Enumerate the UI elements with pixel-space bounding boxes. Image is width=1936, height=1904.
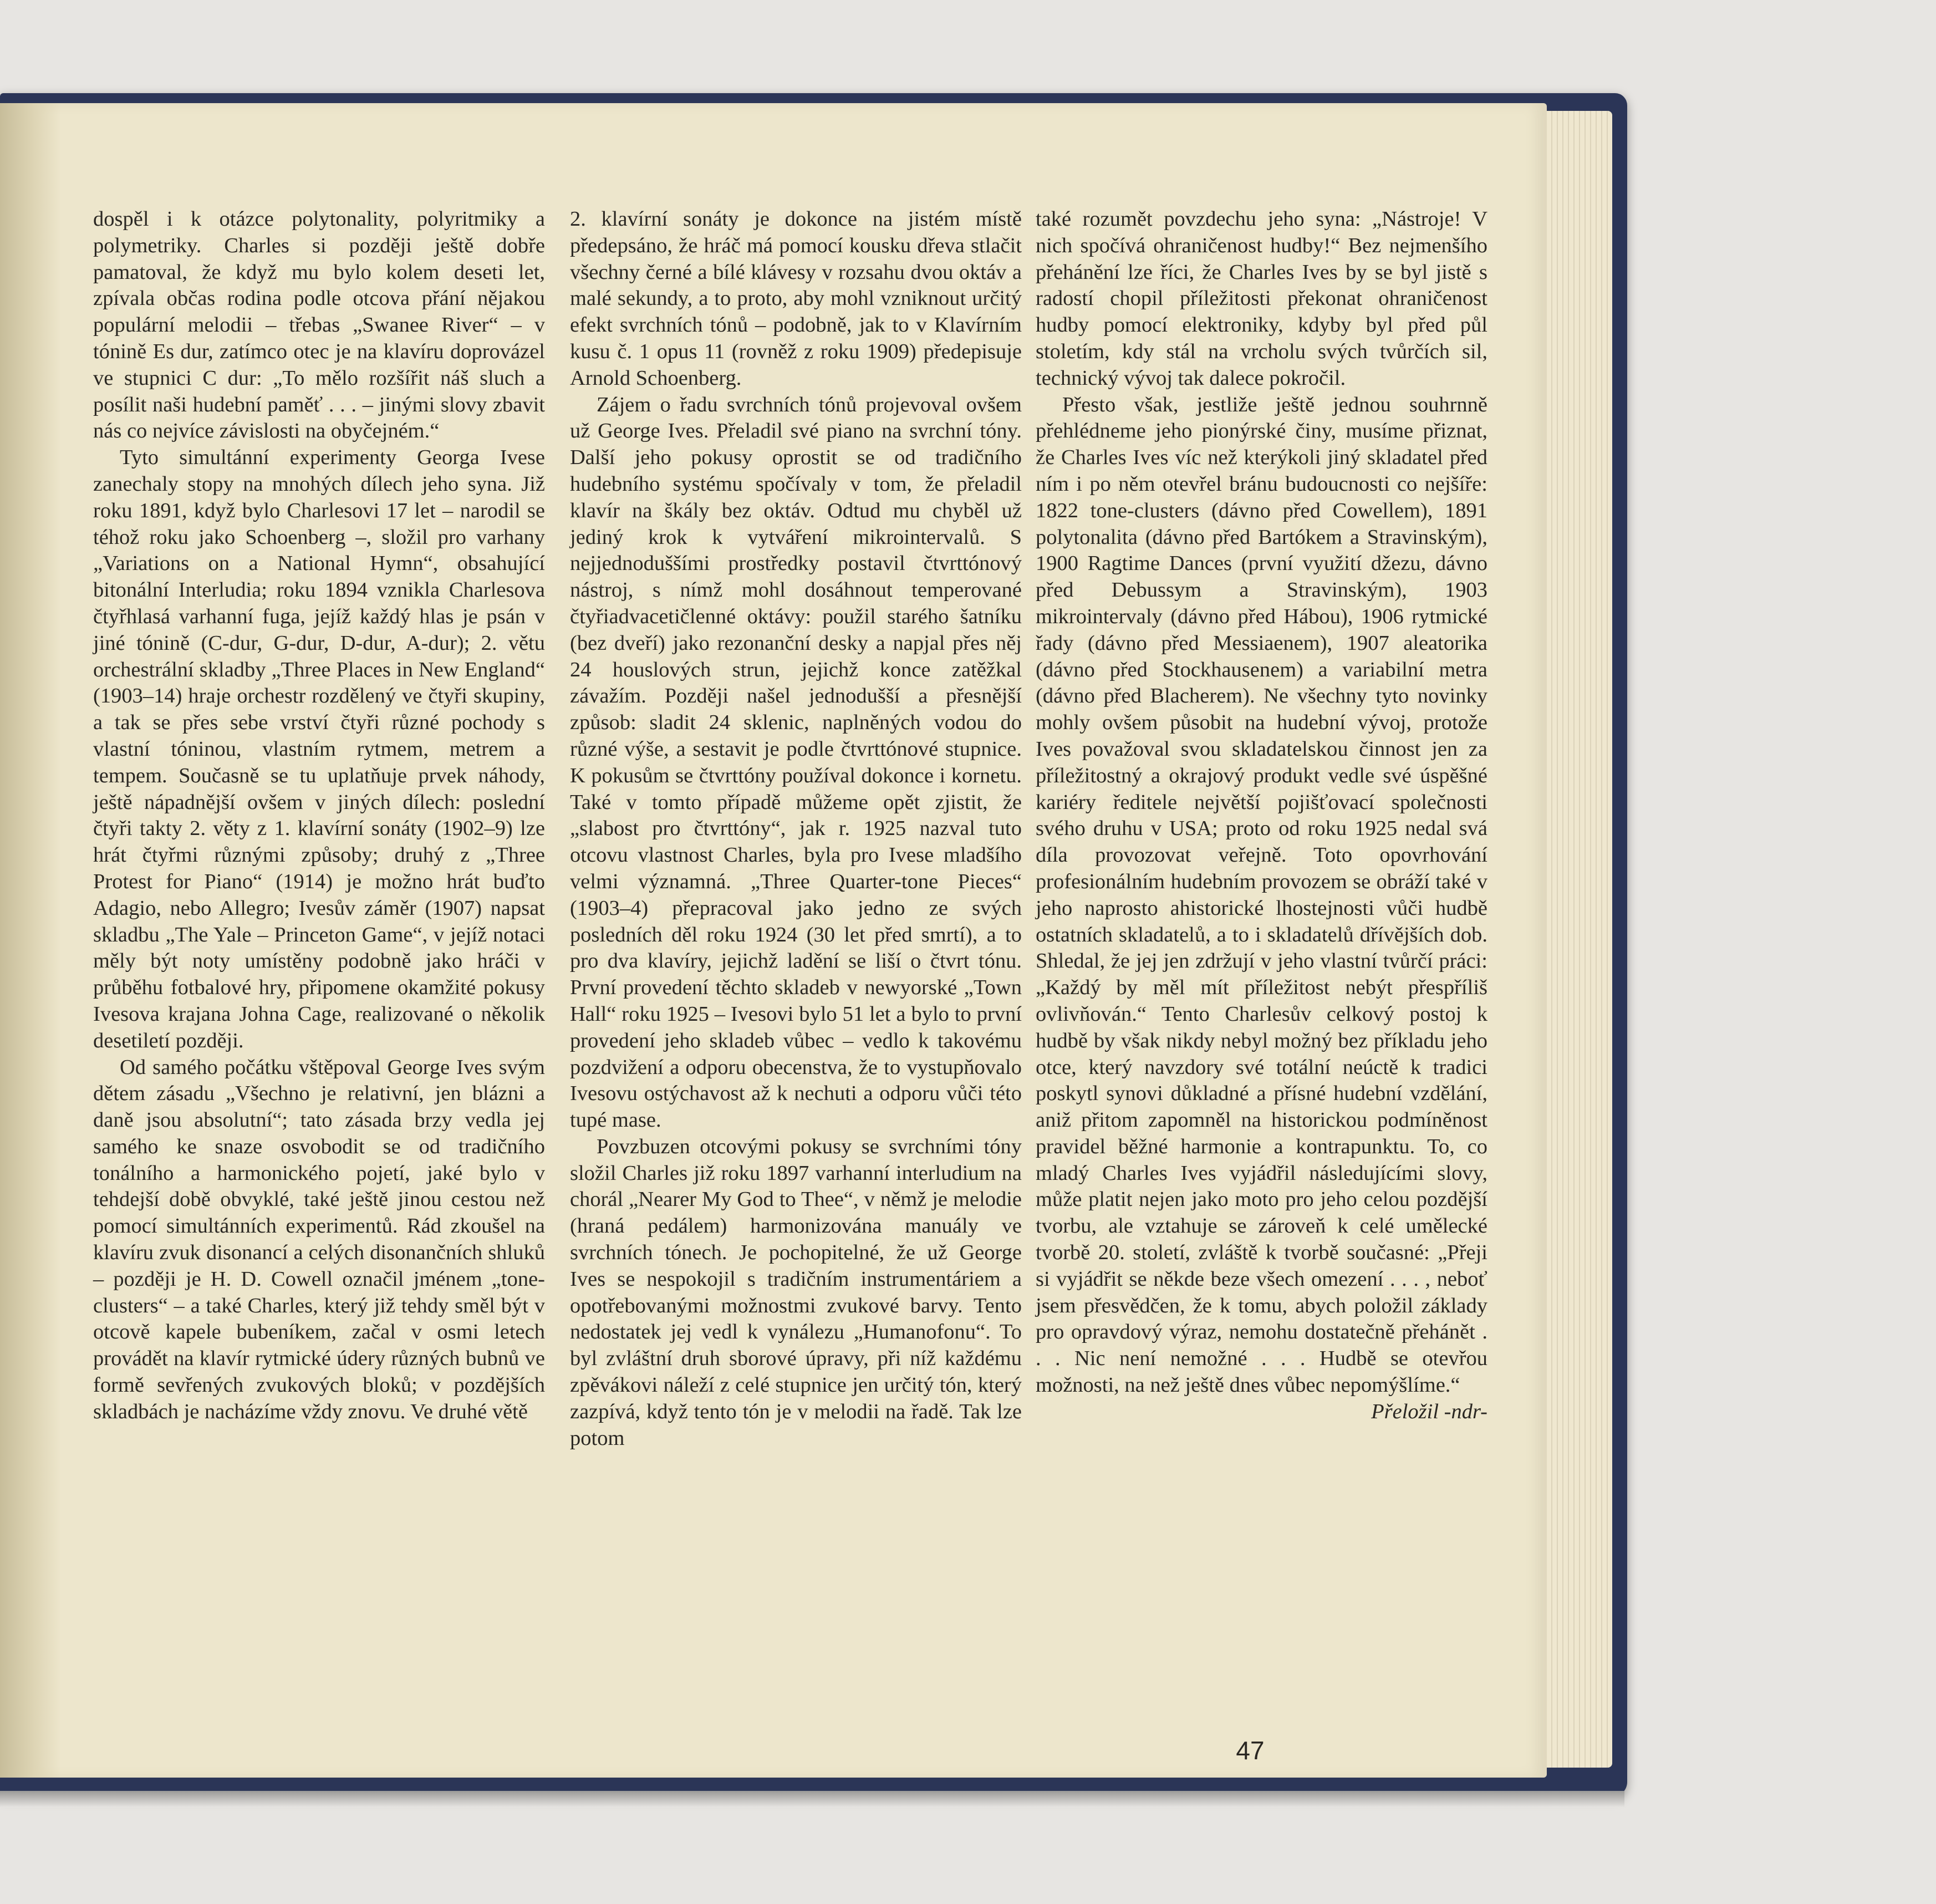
paragraph: Od samého počátku vštěpoval George Ives svým dětem zásadu „Všechno je relativní, jen blázni a daně jsou absolutní“; tato zásada brzy vedla jej samého ke snaze osvobodit se od tradičního tonálního a harmonického pojetí, jaké bylo v tehdejší době obvyklé, také ještě jinou cestou než pomocí simultánních experimentů. Rád zkoušel na klavíru zvuk disonancí a celých disonančních shluků – později je H. D. Cowell označil jménem „tone-clusters“ – a také Charles, který již tehdy směl být v otcově kapele bubeníkem, začal v osmi letech provádět na klavír rytmické údery různých bubnů ve formě sevřených zvukových bloků; v pozdějších skladbách je nacházíme vždy znovu. Ve druhé větě (93, 1055, 545, 1423)
paragraph: Zájem o řadu svrchních tónů projevoval ovšem už George Ives. Přeladil své piano na svrchní tóny. Další jeho pokusy oprostit se od tradičního hudebního systému spočívaly v tom, že přeladil klavír na škály bez oktáv. Odtud mu chyběl už jediný krok k vytváření mikrointervalů. S nejjednoduššími prostředky postavil čtvrttónový nástroj, s nímž mohl dosáhnout temperované čtyřiadvacetičlenné oktávy: použil starého šatníku (bez dveří) jako rezonanční desky a napjal přes něj 24 houslových strun, jejichž konce zatěžkal závažím. Později našel jednodušší a přesnější způsob: sladit 24 sklenic, naplněných vodou do různé výše, a sestavit je podle čtvrttónové stupnice. K pokusům se čtvrttóny používal dokonce i kornetu. Také v tomto případě můžeme opět zjistit, že „slabost pro čtvrttóny“, jak r. 1925 nazval tuto otcovu vlastnost Charles, byla pro Ivese mladšího velmi významná. „Three Quarter-tone Pieces“ (1903–4) přepracoval jako jedno ze svých posledních děl roku 1924 (30 let před smrtí), a to pro dva klavíry, jejichž ladění se liší o čtvrt tónu. První provedení těchto skladeb v newyorské „Town Hall“ roku 1925 – Ivesovi bylo 51 let a bylo to první provedení jeho skladeb vůbec – vedlo k takovému pozdvižení a odporu obecenstva, že to vystupňovalo Ivesovu ostýchavost až k nechuti a odporu vůči této tupé mase. (570, 393, 1022, 1132)
paragraph: dospěl i k otázce polytonality, polyritmiky a polymetriky. Charles si později ještě dobře pamatoval, že když mu bylo kolem deseti let, zpívala občas rodina podle otcova přání nějakou populární melodii – třebas „Swanee River“ – v tónině Es dur, zatímco otec je na klavíru doprovázel ve stupnici C dur: „To mělo rozšířit náš sluch a posílit naši hudební paměť . . . – jinými slovy zbavit nás co nejvíce závislosti na obyčejném.“ (93, 207, 545, 443)
paragraph: 2. klavírní sonáty je dokonce na jistém místě předepsáno, že hráč má pomocí kousku dřeva stlačit všechny černé a bílé klávesy v rozsahu dvou oktáv a malé sekundy, a to proto, aby mohl vzniknout určitý efekt svrchních tónů – podobně, jak to v Klavírním kusu č. 1 opus 11 (rovněž z roku 1909) předepisuje Arnold Schoenberg. (570, 207, 1022, 390)
text-column-3 (1036, 206, 1487, 1426)
text-column-1 (93, 206, 545, 1426)
text-column-2 (570, 206, 1022, 1452)
paragraph: Povzbuzen otcovými pokusy se svrchními tóny složil Charles již roku 1897 varhanní interludium na chorál „Nearer My God to Thee“, v němž je melodie (hraná pedálem) harmonizována manuály ve svrchních tónech. Je pochopitelné, že už George Ives se nespokojil s tradičním instrumentáriem a opotřebovanými možnostmi zvukové barvy. Tento nedostatek jej vedl k vynálezu „Humanofonu“. To byl zvláštní druh sborové úpravy, při níž každému zpěvákovi náleží z celé stupnice jen určitý tón, který zazpívá, když tento tón je v melodii na řadě. Tak lze potom (570, 1134, 1022, 1450)
page-number: 47 (1236, 1736, 1265, 1765)
cover-shadow (0, 1791, 1624, 1808)
paragraph: Tyto simultánní experimenty Georga Ivese zanechaly stopy na mnohých dílech jeho syna. Již roku 1891, když bylo Charlesovi 17 let – narodil se téhož roku jako Schoenberg –, složil pro varhany „Variations on a National Hymn“, obsahující bitonální Interludia; roku 1894 vznikla Charlesova čtyřhlasá varhanní fuga, jejíž každý hlas je psán v jiné tónině (C-dur, G-dur, D-dur, A-dur); 2. větu orchestrální skladby „Three Places in New England“ (1903–14) hraje orchestr rozdělený ve čtyři skupiny, a tak se přes sebe vrství čtyři různé pochody s vlastní tóninou, vlastním rytmem, metrem a tempem. Současně se tu uplatňuje prvek náhody, ještě nápadnější ovšem v jiných dílech: poslední čtyři takty 2. věty z 1. klavírní sonáty (1902–9) lze hrát čtyřmi různými způsoby; druhý z „Three Protest for Piano“ (1914) je možno hrát buďto Adagio, nebo Allegro; Ivesův záměr (1907) napsat skladbu „The Yale – Princeton Game“, v jejíž notaci měly být noty umístěny podobně jako hráči v průběhu fotbalové hry, připomene okamžité pokusy Ivesova krajana Johna Cage, realizované o několik desetiletí později. (93, 446, 545, 1052)
translator-signature: Přeložil -ndr- (1371, 1399, 1487, 1423)
page-gutter (0, 103, 61, 1778)
paragraph: také rozumět povzdechu jeho syna: „Nástroje! V nich spočívá ohraničenost hudby!“ Bez nejmenšího přehánění lze říci, že Charles Ives by se byl jistě s radostí chopil příležitosti překonat ohraničenost hudby pomocí elektroniky, kdyby byl před půl stoletím, kdy stál na vrcholu svých tvůrčích sil, technický vývoj tak dalece pokročil. (1036, 207, 1487, 390)
paragraph: Přesto však, jestliže ještě jednou souhrnně přehlédneme jeho pionýrské činy, musíme přiznat, že Charles Ives víc než kterýkoli jiný skladatel před ním i po něm otevřel bránu budoucnosti co nejšíře: 1822 tone-clusters (dávno před Cowellem), 1891 polytonalita (dávno před Bartókem a Stravinským), 1900 Ragtime Dances (první využití džezu, dávno před Debussym a Stravinským), 1903 mikrointervaly (dávno před Hábou), 1906 rytmické řady (dávno před Messiaenem), 1907 aleatorika (dávno před Stockhausenem) a variabilní metra (dávno před Blacherem). Ne všechny tyto novinky mohly ovšem působit na hudební vývoj, protože Ives považoval svou skladatelskou činnost jen za příležitostný a okrajový produkt vedle své úspěšné kariéry ředitele největší pojišťovací společnosti svého druhu v USA; proto od roku 1925 nedal svá díla provozovat veřejně. Toto opovrhování profesionálním hudebním provozem se obráží také v jeho naprosto ahistorické lhostejnosti vůči hudbě ostatních skladatelů, a to i skladatelů dřívějších dob. Shledal, že jej jen zdržují v jeho vlastní tvůrčí práci: „Každý by měl mít příležitost nebýt přespříliš ovlivňován.“ Tento Charlesův celkový postoj k hudbě by však nikdy nebyl možný bez příkladu jeho otce, který navzdory své totální neúctě k tradici poskytl synovi důkladné a přísné hudební vzdělání, aniž přitom zapomněl na historickou podmíněnost pravidel běžné harmonie a kontrapunktu. To, co mladý Charles Ives vyjádřil následujícími slovy, může platit nejen jako moto pro jeho celou pozdější tvorbu, ale vztahuje se zároveň k celé umělecké tvorbě 20. století, zvláště k tvorbě současné: „Přeji si vyjádřit se někde beze všech omezení . . . , neboť jsem přesvědčen, že k tomu, abych položil základy pro opravdový výraz, nemohu dostatečně přehánět . . . Nic není nemožné . . . Hudbě se otevřou možnosti, na než ještě dnes vůbec nepomýšlíme.“ (1036, 393, 1487, 1397)
